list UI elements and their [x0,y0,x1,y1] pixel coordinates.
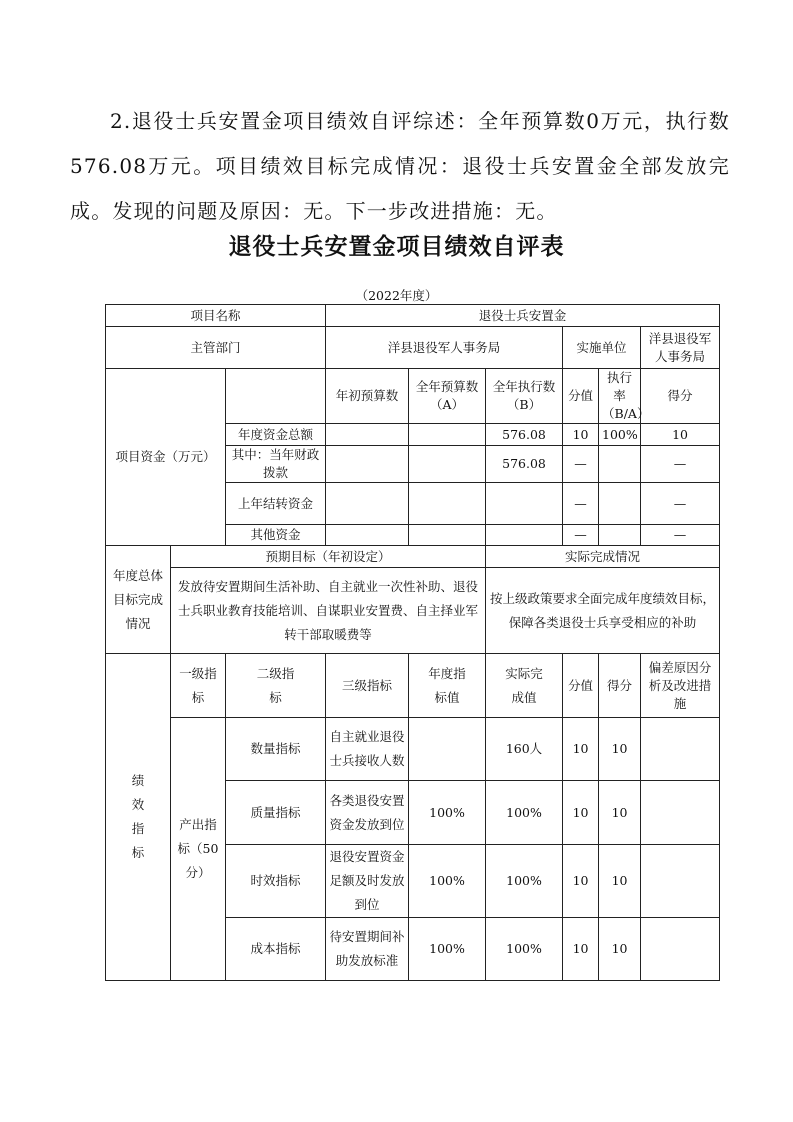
level3-indicator: 自主就业退役士兵接收人数 [326,718,409,781]
funds-cell: 100% [599,424,641,446]
year-note: （2022年度） [355,288,438,303]
deviation [641,845,720,918]
perf-header: 得分 [599,654,641,718]
target-value: 100% [409,845,486,918]
target-value: 100% [409,918,486,981]
funds-cell [486,483,563,525]
funds-row-name: 其他资金 [226,525,326,546]
perf-header: 分值 [563,654,599,718]
score: 10 [599,781,641,845]
project-name-label: 项目名称 [106,305,326,327]
actual-value: 160人 [486,718,563,781]
funds-row-name: 年度资金总额 [226,424,326,446]
performance-label: 绩效指标 [106,654,171,981]
funds-header: 全年预算数（A） [409,369,486,424]
table-title: 退役士兵安置金项目绩效自评表 [228,234,565,260]
funds-cell: 10 [563,424,599,446]
funds-cell [409,446,486,483]
funds-cell [326,424,409,446]
score: 10 [599,718,641,781]
funds-cell: — [563,446,599,483]
deviation [641,781,720,845]
actual-completion-text: 按上级政策要求全面完成年度绩效目标，保障各类退役士兵享受相应的补助 [486,568,720,654]
funds-cell [409,525,486,546]
funds-cell [486,525,563,546]
target-value [409,718,486,781]
actual-completion-header: 实际完成情况 [486,546,720,568]
level2-indicator: 成本指标 [226,918,326,981]
impl-unit-value: 洋县退役军人事务局 [641,327,720,369]
project-name-value: 退役士兵安置金 [326,305,720,327]
funds-cell: — [641,446,720,483]
perf-header: 一级指标 [171,654,226,718]
level1-indicator: 产出指标（50分） [171,718,226,981]
funds-header: 全年执行数（B） [486,369,563,424]
funds-cell: — [641,525,720,546]
funds-header-blank [226,369,326,424]
level2-indicator: 时效指标 [226,845,326,918]
funds-header: 得分 [641,369,720,424]
funds-label: 项目资金（万元） [106,369,226,546]
level3-indicator: 各类退役安置资金发放到位 [326,781,409,845]
funds-cell: — [563,483,599,525]
score-value: 10 [563,845,599,918]
actual-value: 100% [486,781,563,845]
expected-goal-text: 发放待安置期间生活补助、自主就业一次性补助、退役士兵职业教育技能培训、自谋职业安置费、自主择业军转干部取暖费等 [171,568,486,654]
funds-cell [599,483,641,525]
funds-cell: 10 [641,424,720,446]
level2-indicator: 数量指标 [226,718,326,781]
level2-indicator: 质量指标 [226,781,326,845]
dept-label: 主管部门 [106,327,326,369]
funds-cell: — [641,483,720,525]
funds-cell [599,525,641,546]
funds-header: 分值 [563,369,599,424]
funds-cell [326,446,409,483]
perf-header: 二级指标 [226,654,326,718]
intro-paragraph: 2.退役士兵安置金项目绩效自评综述：全年预算数0万元，执行数576.08万元。项目绩效目标完成情况：退役士兵安置金全部发放完成。发现的问题及原因：无。下一步改进措施：无。 [70,109,730,223]
funds-cell: 576.08 [486,424,563,446]
funds-cell [326,483,409,525]
dept-value: 洋县退役军人事务局 [326,327,563,369]
score: 10 [599,845,641,918]
funds-cell [409,483,486,525]
actual-value: 100% [486,845,563,918]
funds-cell: 576.08 [486,446,563,483]
deviation [641,918,720,981]
funds-cell [326,525,409,546]
funds-cell [599,446,641,483]
impl-unit-label: 实施单位 [563,327,641,369]
level3-indicator: 退役安置资金足额及时发放到位 [326,845,409,918]
score-value: 10 [563,781,599,845]
expected-goal-header: 预期目标（年初设定） [171,546,486,568]
actual-value: 100% [486,918,563,981]
perf-header: 年度指标值 [409,654,486,718]
perf-header: 偏差原因分析及改进措施 [641,654,720,718]
target-value: 100% [409,781,486,845]
deviation [641,718,720,781]
funds-row-name: 其中：当年财政拨款 [226,446,326,483]
level3-indicator: 待安置期间补助发放标准 [326,918,409,981]
funds-header: 执行率（B/A） [599,369,641,424]
funds-header: 年初预算数 [326,369,409,424]
funds-row-name: 上年结转资金 [226,483,326,525]
perf-header: 三级指标 [326,654,409,718]
perf-header: 实际完成值 [486,654,563,718]
goals-label: 年度总体目标完成情况 [106,546,171,654]
score-value: 10 [563,718,599,781]
evaluation-table [105,304,720,981]
score-value: 10 [563,918,599,981]
funds-cell: — [563,525,599,546]
funds-cell [409,424,486,446]
score: 10 [599,918,641,981]
